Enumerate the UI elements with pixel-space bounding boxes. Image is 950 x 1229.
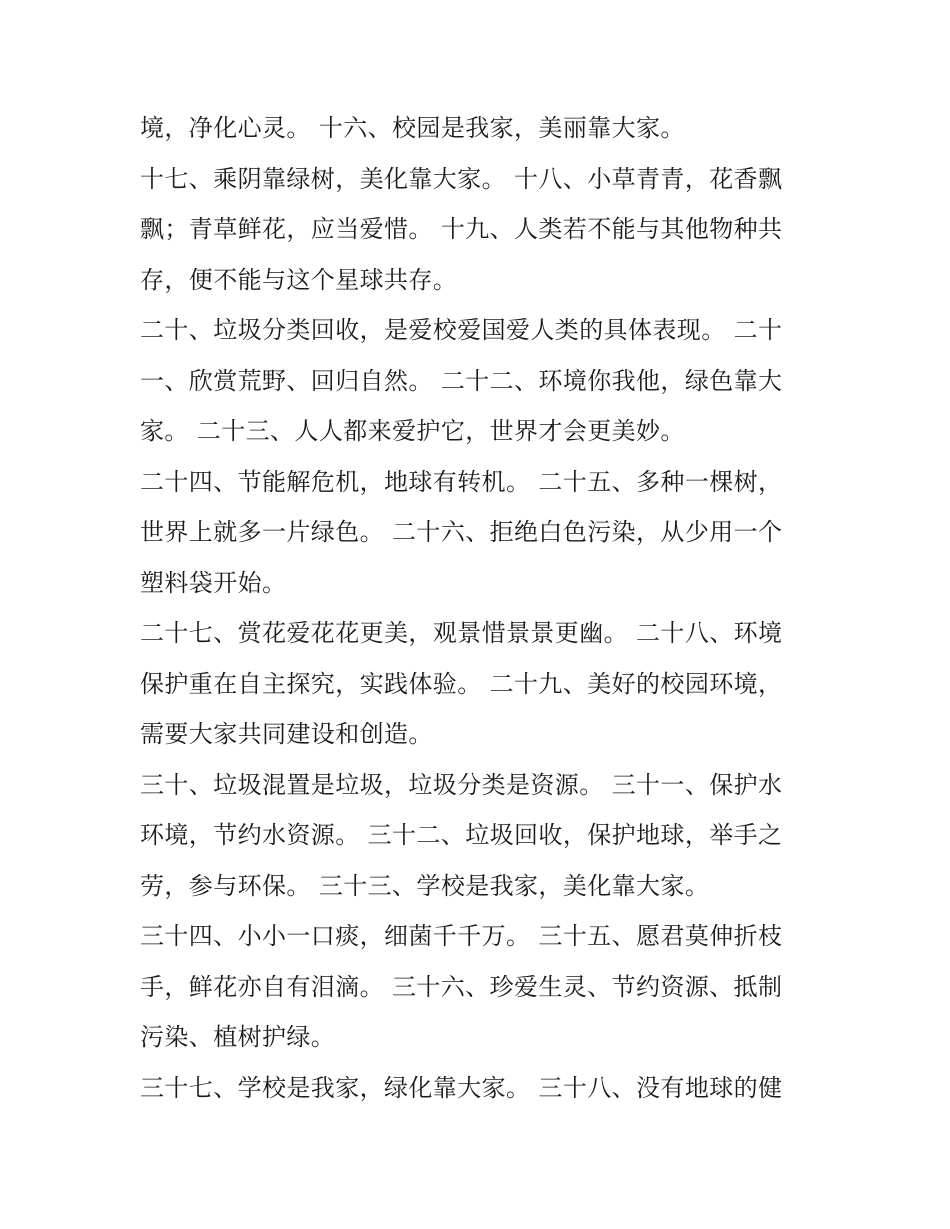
text-line: 二十、垃圾分类回收，是爱校爱国爱人类的具体表现。 二十 bbox=[140, 316, 783, 344]
text-line: 塑料袋开始。 bbox=[140, 568, 287, 597]
text-line: 劳，参与环保。 三十三、学校是我家，美化靠大家。 bbox=[140, 871, 710, 900]
text-line: 三十、垃圾混置是垃圾，垃圾分类是资源。 三十一、保护水 bbox=[140, 770, 783, 799]
text-line: 存，便不能与这个星球共存。 bbox=[140, 265, 458, 294]
text-line: 需要大家共同建设和创造。 bbox=[140, 720, 433, 748]
text-line: 飘；青草鲜花，应当爱惜。 十九、人类若不能与其他物种共 bbox=[140, 215, 783, 243]
text-line: 一、欣赏荒野、回归自然。 二十二、环境你我他，绿色靠大 bbox=[140, 366, 783, 395]
text-line: 家。 二十三、人人都来爱护它，世界才会更美妙。 bbox=[140, 417, 685, 445]
text-line: 三十七、学校是我家，绿化靠大家。 三十八、没有地球的健 bbox=[140, 1073, 783, 1102]
text-line: 世界上就多一片绿色。 二十六、拒绝白色污染，从少用一个 bbox=[140, 518, 783, 546]
document-body bbox=[140, 103, 800, 1113]
text-line: 二十七、赏花爱花花更美，观景惜景景更幽。 二十八、环境 bbox=[140, 619, 783, 647]
text-line: 保护重在自主探究，实践体验。 二十九、美好的校园环境， bbox=[140, 669, 783, 698]
text-line: 三十四、小小一口痰，细菌千千万。 三十五、愿君莫伸折枝 bbox=[140, 922, 783, 950]
text-line: 十七、乘阴靠绿树，美化靠大家。 十八、小草青青，花香飘 bbox=[140, 164, 783, 193]
text-line: 境，净化心灵。 十六、校园是我家，美丽靠大家。 bbox=[140, 114, 685, 142]
text-line: 污染、植树护绿。 bbox=[140, 1023, 336, 1051]
text-line: 二十四、节能解危机，地球有转机。 二十五、多种一棵树， bbox=[140, 467, 783, 496]
text-line: 环境，节约水资源。 三十二、垃圾回收，保护地球，举手之 bbox=[140, 821, 783, 849]
text-line: 手，鲜花亦自有泪滴。 三十六、珍爱生灵、节约资源、抵制 bbox=[140, 972, 783, 1001]
